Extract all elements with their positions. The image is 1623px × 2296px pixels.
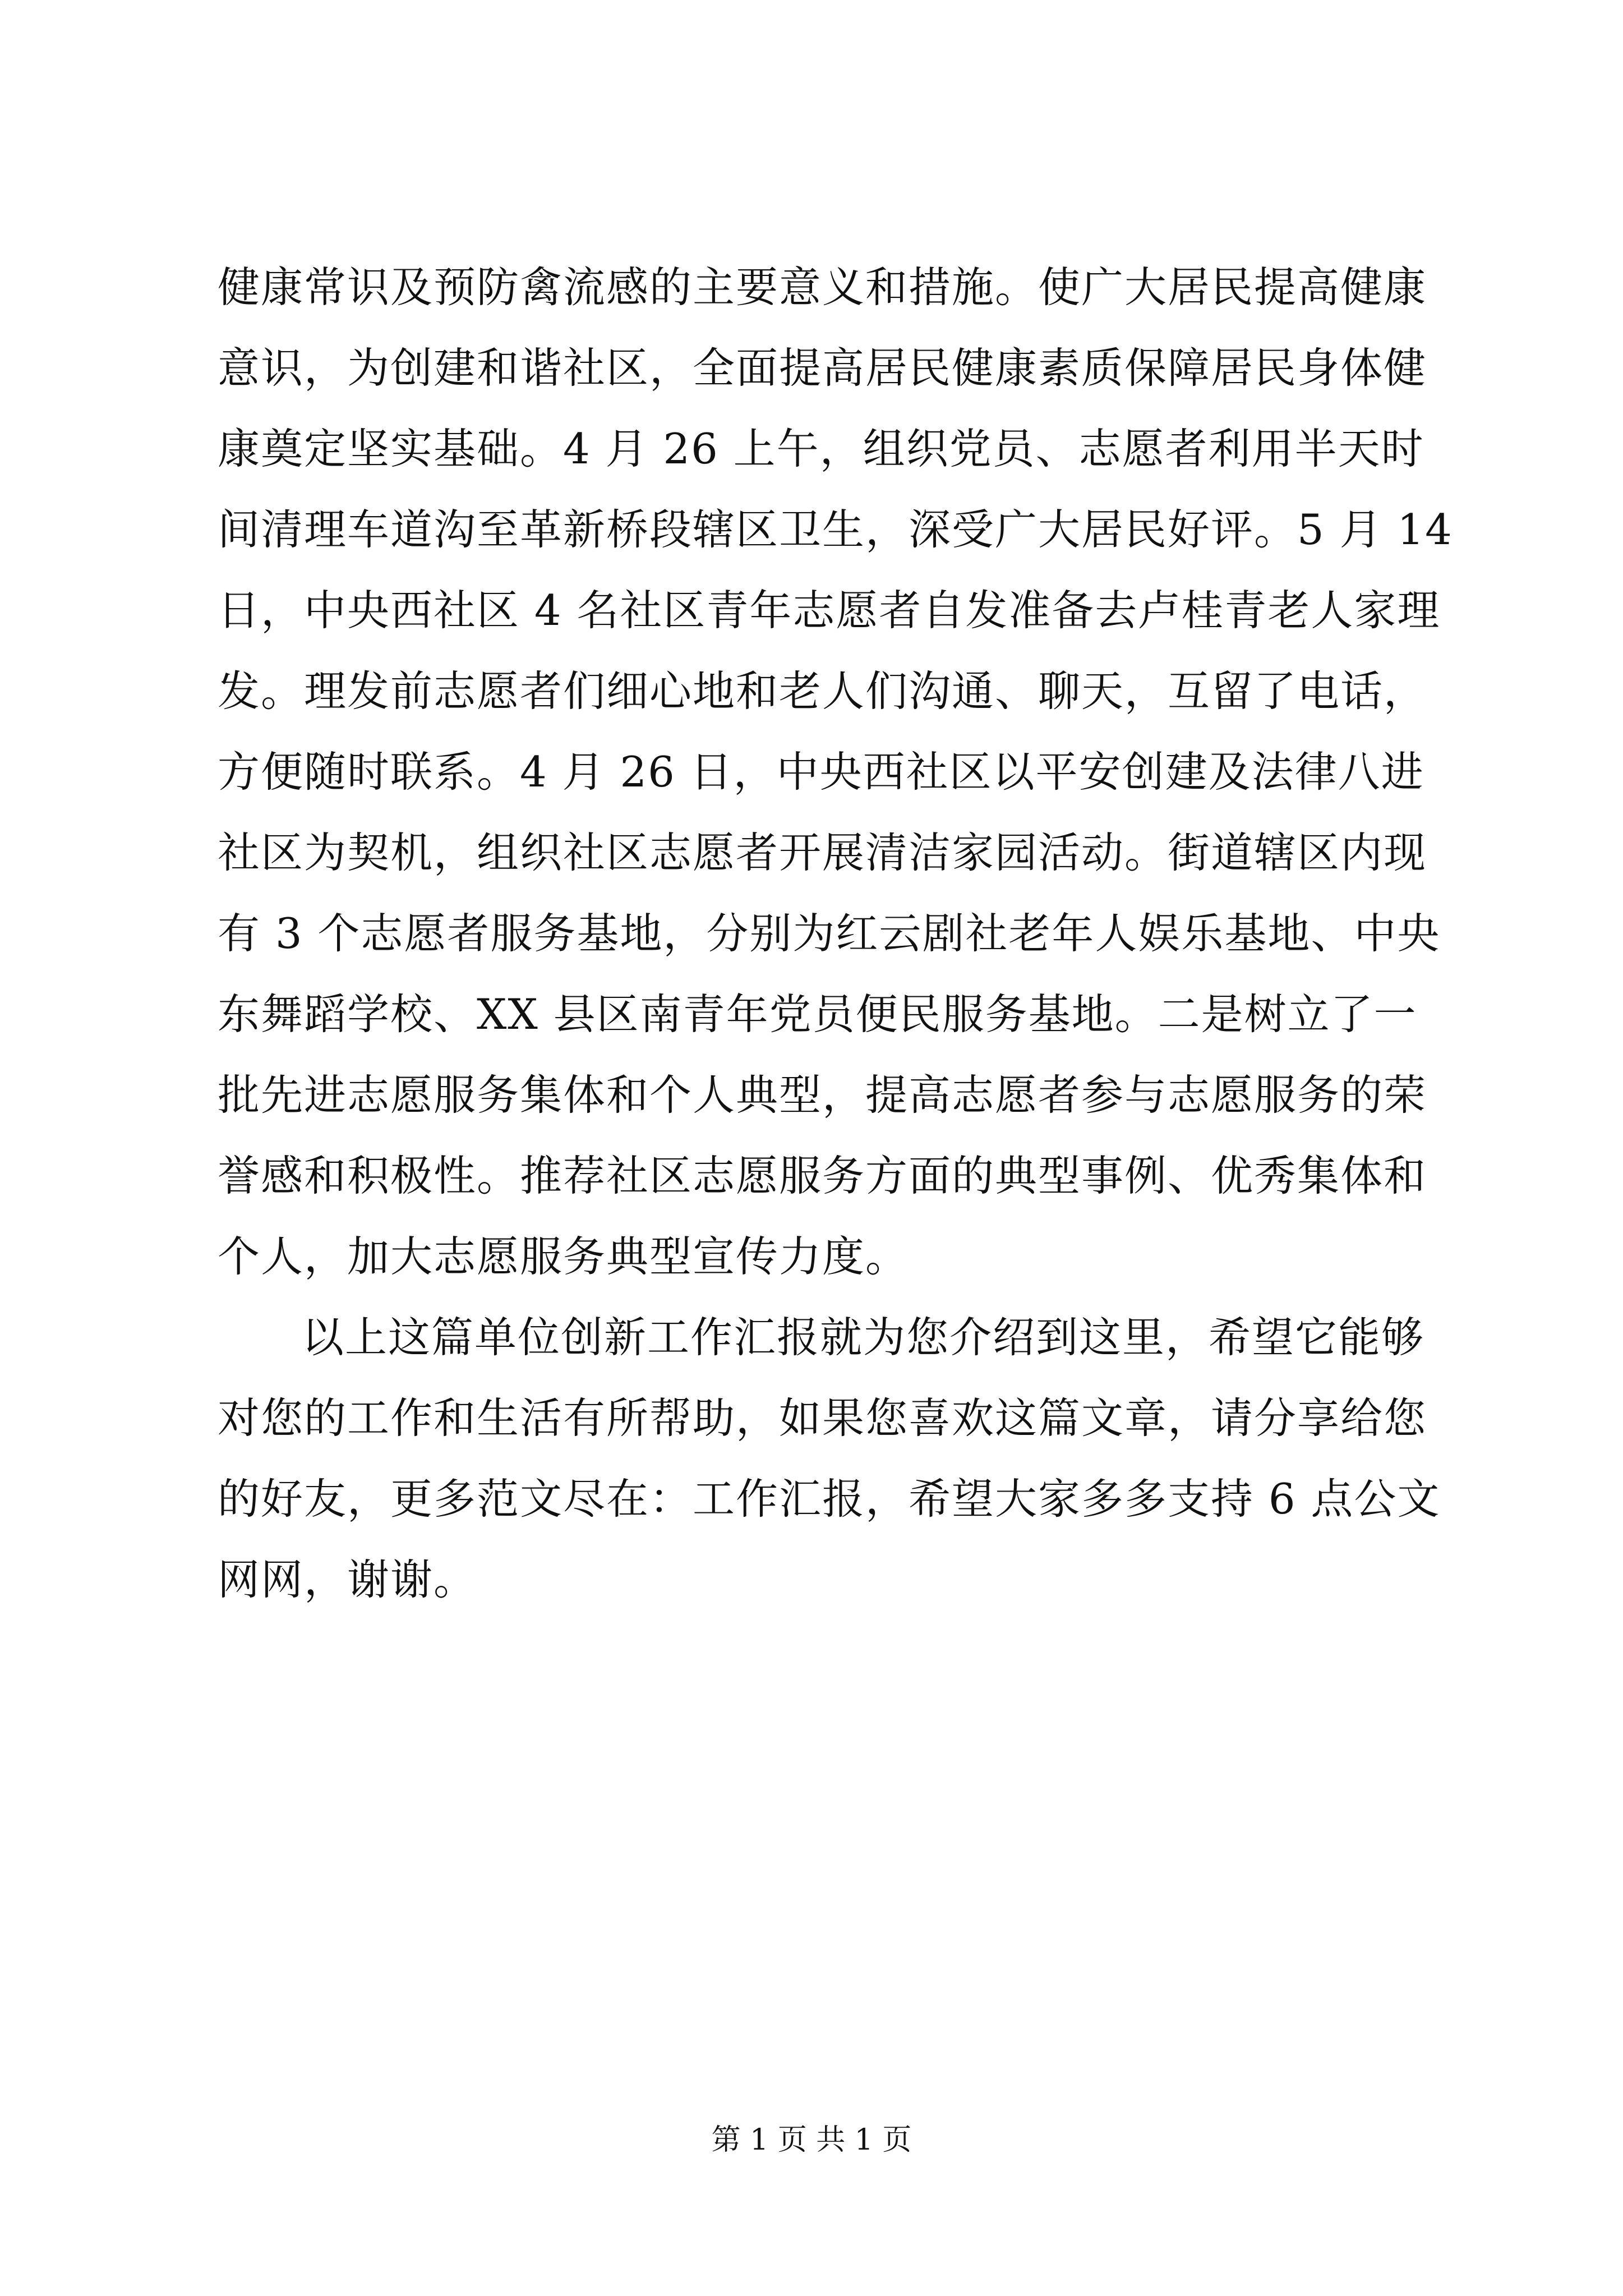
text-line: 誉感和积极性。推荐社区志愿服务方面的典型事例、优秀集体和 [218,1151,1427,1200]
text-line: 日，中央西社区 4 名社区青年志愿者自发准备去卢桂青老人家理 [218,586,1441,635]
text-line: 间清理车道沟至革新桥段辖区卫生，深受广大居民好评。5 月 14 [218,505,1453,554]
text-line: 社区为契机，组织社区志愿者开展清洁家园活动。街道辖区内现 [218,828,1427,877]
paragraph-2 [218,1297,1441,1620]
paragraph-1 [218,247,1453,1297]
text-line: 东舞蹈学校、XX 县区南青年党员便民服务基地。二是树立了一 [218,990,1417,1039]
text-line: 以上这篇单位创新工作汇报就为您介绍到这里，希望它能够 [302,1313,1425,1362]
text-line: 意识，为创建和谐社区，全面提高居民健康素质保障居民身体健 [218,343,1427,393]
text-line: 发。理发前志愿者们细心地和老人们沟通、聊天，互留了电话， [218,666,1427,716]
text-line: 的好友，更多范文尽在：工作汇报，希望大家多多支持 6 点公文 [218,1474,1441,1524]
text-line: 对您的工作和生活有所帮助，如果您喜欢这篇文章，请分享给您 [218,1393,1427,1443]
text-line: 有 3 个志愿者服务基地，分别为红云剧社老年人娱乐基地、中央 [218,909,1441,958]
page-number: 第 1 页 共 1 页 [711,2123,912,2157]
text-line: 网网，谢谢。 [218,1555,477,1604]
text-line: 健康常识及预防禽流感的主要意义和措施。使广大居民提高健康 [218,263,1427,312]
text-line: 方便随时联系。4 月 26 日，中央西社区以平安创建及法律八进 [218,747,1424,797]
text-line: 批先进志愿服务集体和个人典型，提高志愿者参与志愿服务的荣 [218,1070,1427,1120]
text-line: 个人，加大志愿服务典型宣传力度。 [218,1232,909,1281]
text-line: 康奠定坚实基础。4 月 26 上午，组织党员、志愿者利用半天时 [218,424,1424,473]
document-body [218,247,1453,1620]
page-footer [0,2120,1623,2160]
